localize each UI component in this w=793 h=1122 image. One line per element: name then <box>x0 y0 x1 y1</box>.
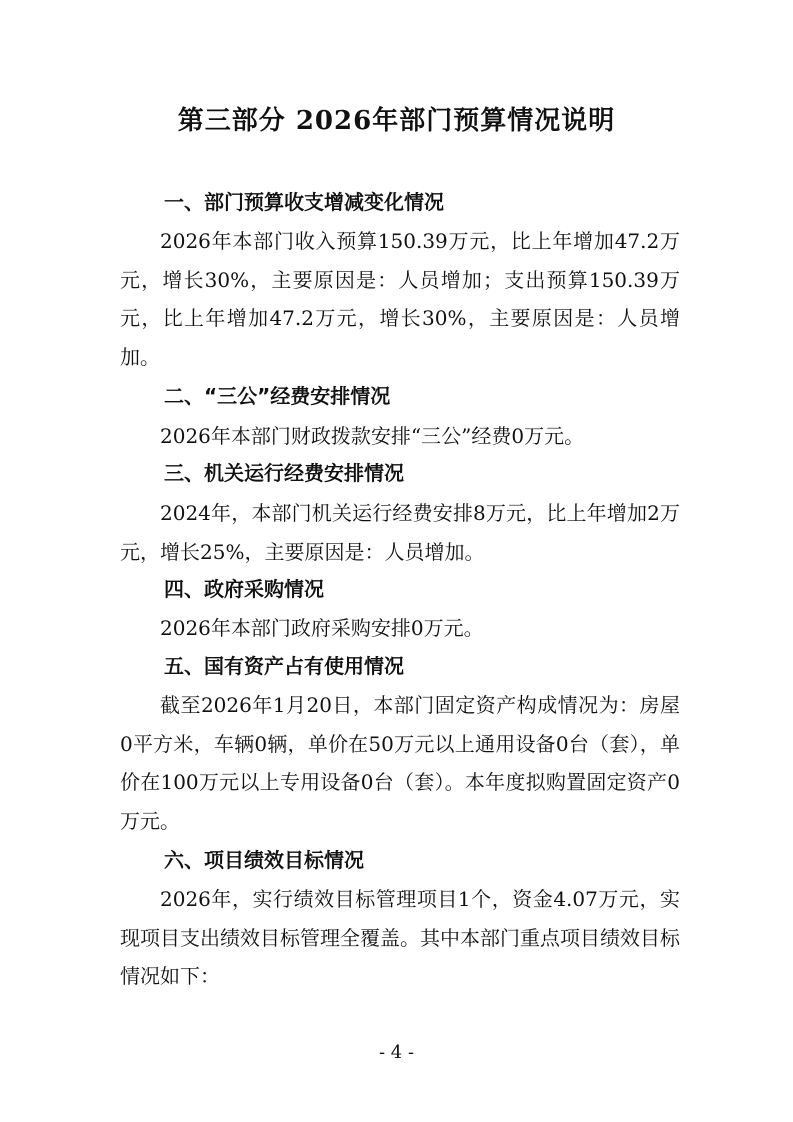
page-title: 第三部分 2026年部门预算情况说明 <box>177 106 616 136</box>
section-heading-state-assets: 五、国有资产占有使用情况 <box>164 654 404 678</box>
section-text-three-public-expenses: 2026年本部门财政拨款安排“三公”经费0万元。 <box>160 424 585 448</box>
section-text-operating-expenses: 2024年，本部门机关运行经费安排8万元，比上年增加2万元，增长25%，主要原因是：人员增加。 <box>120 501 680 564</box>
section-text-budget-changes: 2026年本部门收入预算150.39万元，比上年增加47.2万元，增长30%，主要原因是：人员增加；支出预算150.39万元，比上年增加47.2万元，增长30%，主要原因是：人员增加。 <box>120 229 680 369</box>
section-heading-performance-targets: 六、项目绩效目标情况 <box>164 848 364 872</box>
page-number: - 4 - <box>378 1042 415 1063</box>
section-text-government-procurement: 2026年本部门政府采购安排0万元。 <box>160 616 484 640</box>
section-text-state-assets: 截至2026年1月20日，本部门固定资产构成情况为：房屋0平方米，车辆0辆，单价在50万元以上通用设备0台（套），单价在100万元以上专用设备0台（套）。本年度拟购置固定资产0万元。 <box>120 693 680 833</box>
section-text-performance-targets: 2026年，实行绩效目标管理项目1个，资金4.07万元，实现项目支出绩效目标管理全覆盖。其中本部门重点项目绩效目标情况如下： <box>120 887 680 988</box>
section-heading-government-procurement: 四、政府采购情况 <box>164 577 324 601</box>
section-heading-budget-changes: 一、部门预算收支增减变化情况 <box>164 190 444 214</box>
section-heading-operating-expenses: 三、机关运行经费安排情况 <box>164 461 404 485</box>
section-heading-three-public-expenses: 二、“三公”经费安排情况 <box>164 384 391 408</box>
